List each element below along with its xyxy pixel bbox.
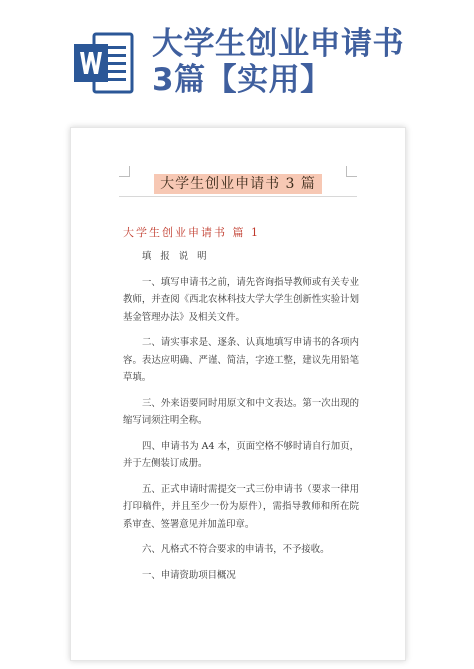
paragraph: 四、申请书为 A4 本，页面空格不够时请自行加页，并于左侧装订成册。 (123, 440, 359, 469)
document-title: 大学生创业申请书 3 篇 (154, 174, 322, 194)
paragraph: 三、外来语要同时用原文和中文表达。第一次出现的缩写词须注明全称。 (123, 397, 359, 426)
header (0, 0, 474, 118)
document-body (123, 248, 359, 592)
paragraph: 填 报 说 明 (142, 251, 210, 262)
header-title (152, 26, 472, 98)
paragraph: 一、申请资助项目概况 (142, 569, 236, 581)
title-divider (119, 196, 357, 197)
document-title-wrap (71, 173, 405, 194)
paragraph: 一、填写申请书之前，请先咨询指导教师或有关专业教师，并查阅《西北农林科技大学大学生创新性实验计划基金管理办法》及相关文件。 (123, 276, 359, 323)
word-document-icon (72, 30, 134, 96)
paragraph: 二、请实事求是、逐条、认真地填写申请书的各项内容。表达应明确、严谨、简洁，字迹工整，建议先用铅笔草填。 (123, 337, 359, 383)
document-page (70, 127, 406, 661)
paragraph: 六、凡格式不符合要求的申请书，不予接收。 (142, 544, 330, 555)
paragraph: 五、正式申请时需提交一式三份申请书（要求一律用打印稿件，并且至少一份为原件），需指导教师和所在院系审查、签署意见并加盖印章。 (123, 483, 359, 530)
header-title-line-1: 大学生创业申请书 (152, 26, 404, 62)
section-heading: 大学生创业申请书 篇 1 (123, 226, 260, 239)
header-title-line-2: 3篇【实用】 (152, 62, 332, 98)
